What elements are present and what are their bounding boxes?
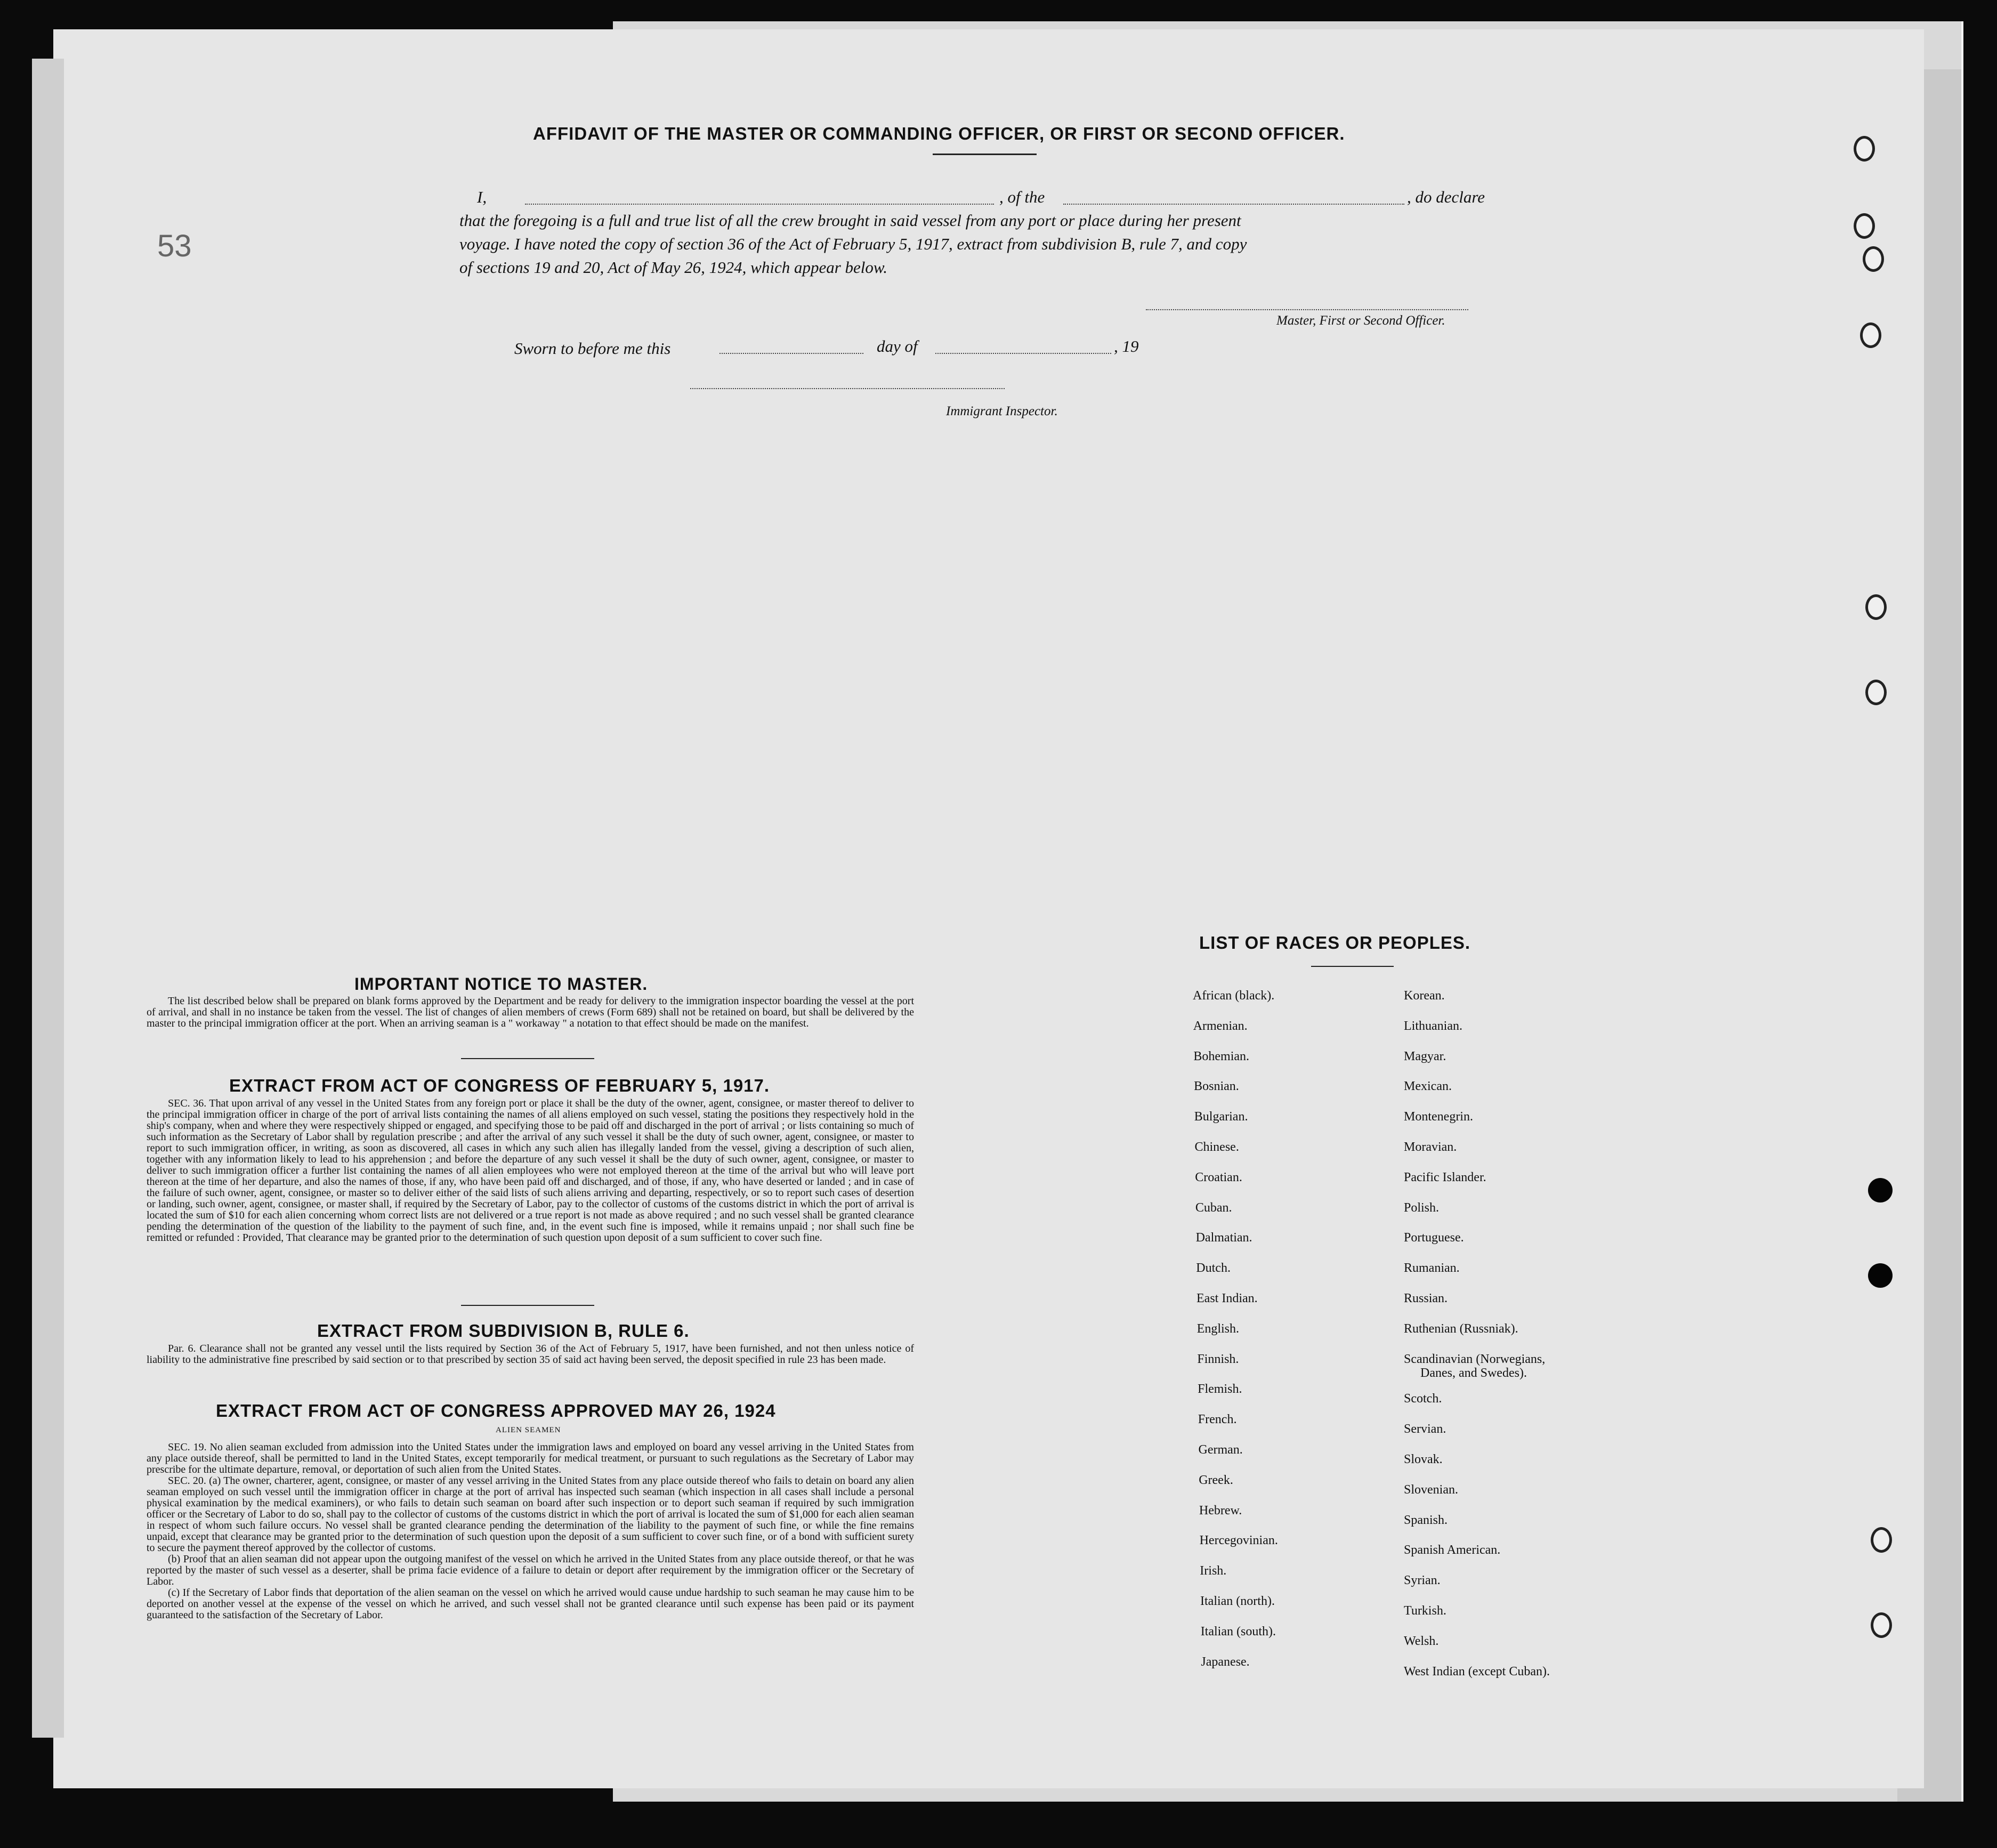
race-item: Danes, and Swedes).: [1420, 1366, 1527, 1380]
race-item: Greek.: [1199, 1473, 1233, 1487]
binder-hole-filled: [1868, 1178, 1893, 1203]
sworn-month-line: [935, 353, 1111, 354]
race-item: Flemish.: [1198, 1382, 1242, 1397]
races-title: LIST OF RACES OR PEOPLES.: [1199, 933, 1471, 953]
race-item: Italian (north).: [1200, 1594, 1275, 1608]
extract-1924-subtitle: ALIEN SEAMEN: [496, 1426, 561, 1434]
race-item: Portuguese.: [1404, 1231, 1464, 1245]
section-divider: [461, 1058, 594, 1059]
race-item: Slovak.: [1404, 1452, 1443, 1466]
race-item: Syrian.: [1404, 1573, 1441, 1588]
extract-1917-paragraph: SEC. 36. That upon arrival of any vessel in the United States from any foreign port or place it shall be the duty of the owner, agent, consignee, or master thereof to deliver to the principal immigration officer in charge of the port of arrival lists containing the names of all aliens employed on such vessel, stating the positions they respectively hold in the ship's company, when and where they were respectively shipped or engaged, and specifying those to be paid off and discharged in the port of arrival ; or lists containing so much of such information as the Secretary of Labor shall by regulation prescribe ; and after the arrival of any such vessel it shall be the duty of such owner, agent, consignee, or master to report to such immigration officer, in writing, as soon as discovered, all cases in which any such alien has illegally landed from the vessel, giving a description of such alien, together with any information likely to lead to his apprehension ; and before the departure of any such vessel it shall be the duty of such owner, agent, consignee, or master to deliver to such immigration officer a further list containing the names of all alien employees who were not employed thereon at the time of the arrival but who will leave port thereon at the time of her departure, and also the names of those, if any, who have been paid off and discharged, and of those, if any, who have deserted or landed ; and in case of the failure of such owner, agent, consignee, or master so to deliver either of the said lists of such aliens arriving and departing, respectively, or so to report such cases of desertion or landing, such owner, agent, consignee, or master shall, if required by the Secretary of Labor, pay to the collector of customs of the customs district in which the port of arrival is located the sum of $10 for each alien concerning whom correct lists are not delivered or a true report is not made as above required ; and no such vessel shall be granted clearance pending the determination of the question of the liability to the payment of such fine, and, in the event such fine is imposed, while it remains unpaid ; nor shall such fine be remitted or refunded : Provided, That clearance may be granted prior to the determination of such question upon deposit of a sum sufficient to cover such fine.: [147, 1097, 914, 1244]
sworn-day-line: [719, 353, 863, 354]
race-item: Rumanian.: [1404, 1261, 1460, 1276]
affidavit-body-line: that the foregoing is a full and true list of all the crew brought in said vessel from any port or place during her present: [459, 211, 1241, 230]
races-title-rule: [1311, 966, 1394, 967]
race-item: Cuban.: [1195, 1200, 1232, 1215]
sworn-label: Sworn to before me this: [514, 339, 671, 358]
race-item: Korean.: [1404, 989, 1445, 1003]
race-item: English.: [1196, 1321, 1240, 1336]
inspector-line: [690, 388, 1005, 389]
notice-body: [147, 996, 914, 1029]
affidavit-i-label: I,: [477, 188, 487, 206]
affidavit-declare-label: , do declare: [1407, 188, 1485, 206]
sec20c-paragraph: (c) If the Secretary of Labor finds that deportation of the alien seaman on the vessel on which he arrived would cause undue hardship to such seaman he may cause him to be deported on another vessel at the expense of the vessel on which he arrived, and such vessel shall not be granted clearance until such expense has been paid or its payment guaranteed to the satisfaction of the Secretary of Labor.: [147, 1587, 914, 1621]
year-label: , 19: [1114, 337, 1139, 356]
race-item: Finnish.: [1197, 1352, 1239, 1366]
binder-hole-filled: [1868, 1263, 1893, 1288]
sec20a-paragraph: SEC. 20. (a) The owner, charterer, agent, consignee, or master of any vessel arriving in the United States from any place outside thereof who fails to detain on board any alien seaman employed on such vessel until the immigration officer in charge at the port of arrival has inspected such seaman (which inspection in all cases shall include a personal physical examination by the medical examiners), or who fails to detain such seaman on board after such inspection or to deport such seaman if required by such immigration officer or the Secretary of Labor to do so, shall pay to the collector of customs of the customs district in which the port of arrival is located the sum of $1,000 for each alien seaman in respect of whom such failure occurs. No vessel shall be granted clearance pending the determination of the liability to the payment of such fine, or while the fine remains unpaid, except that clearance may be granted prior to the determination of such question upon the deposit of a sum sufficient to cover such fine, or of a bond with sufficient surety to secure the payment thereof approved by the collector of customs.: [147, 1475, 914, 1554]
extract-1924-title: EXTRACT FROM ACT OF CONGRESS APPROVED MAY 26, 1924: [216, 1401, 776, 1421]
race-item: Lithuanian.: [1404, 1019, 1462, 1033]
day-of-label: day of: [877, 337, 918, 356]
extract-rule6-body: [147, 1343, 914, 1366]
binder-hole: [1865, 594, 1887, 620]
race-item: Moravian.: [1404, 1140, 1457, 1154]
race-item: Servian.: [1404, 1422, 1446, 1437]
binder-hole: [1863, 246, 1884, 272]
affidavit-vessel-line: [1063, 204, 1404, 205]
race-item: Bosnian.: [1194, 1079, 1239, 1094]
binder-hole: [1860, 322, 1881, 348]
sec20b-paragraph: (b) Proof that an alien seaman did not appear upon the outgoing manifest of the vessel on which he arrived in the United States from any place outside thereof, or that he was reported by the master of such vessel as a deserter, shall be prima facie evidence of a failure to detain or deport after requirement by the immigration officer or the Secretary of Labor.: [147, 1553, 914, 1587]
binder-hole: [1865, 680, 1887, 705]
binder-hole: [1854, 213, 1875, 239]
section-divider: [461, 1305, 594, 1306]
affidavit-body-line: voyage. I have noted the copy of section 36 of the Act of February 5, 1917, extract from subdivision B, rule 7, and copy: [459, 235, 1247, 253]
affidavit-body-line: of sections 19 and 20, Act of May 26, 1924, which appear below.: [459, 258, 888, 277]
race-item: Mexican.: [1404, 1079, 1452, 1094]
affidavit-name-line: [525, 204, 994, 205]
race-item: Ruthenian (Russniak).: [1404, 1321, 1518, 1336]
race-item: Armenian.: [1193, 1019, 1248, 1033]
extract-1917-body: [147, 1098, 914, 1244]
race-item: Spanish American.: [1404, 1543, 1501, 1558]
notice-title: IMPORTANT NOTICE TO MASTER.: [354, 974, 648, 994]
race-item: Pacific Islander.: [1404, 1170, 1486, 1184]
race-item: Slovenian.: [1404, 1482, 1458, 1497]
race-item: Chinese.: [1194, 1140, 1239, 1154]
race-item: Bulgarian.: [1194, 1110, 1248, 1124]
race-item: East Indian.: [1196, 1292, 1258, 1305]
race-item: Dalmatian.: [1195, 1231, 1252, 1245]
binder-hole: [1871, 1527, 1892, 1553]
race-item: Italian (south).: [1200, 1624, 1276, 1639]
extract-1924-body: [147, 1442, 914, 1621]
race-item: Japanese.: [1201, 1655, 1250, 1669]
signature-label: Master, First or Second Officer.: [1276, 313, 1445, 328]
race-item: Irish.: [1200, 1564, 1227, 1578]
binder-hole: [1871, 1612, 1892, 1638]
binder-hole: [1854, 136, 1875, 162]
signature-line: [1146, 309, 1468, 310]
affidavit-title-rule: [933, 154, 1037, 155]
race-item: Welsh.: [1404, 1634, 1439, 1648]
race-item: Magyar.: [1404, 1049, 1446, 1063]
race-item: Turkish.: [1404, 1604, 1446, 1618]
extract-1917-title: EXTRACT FROM ACT OF CONGRESS OF FEBRUARY 5, 1917.: [229, 1076, 770, 1095]
affidavit-of-the-label: , of the: [999, 188, 1045, 206]
extract-rule6-title: EXTRACT FROM SUBDIVISION B, RULE 6.: [317, 1321, 690, 1341]
race-item: French.: [1198, 1413, 1237, 1427]
race-item: Polish.: [1404, 1200, 1440, 1215]
race-item: Spanish.: [1404, 1513, 1448, 1527]
affidavit-title: AFFIDAVIT OF THE MASTER OR COMMANDING OFFICER, OR FIRST OR SECOND OFFICER.: [533, 124, 1345, 143]
race-item: African (black).: [1193, 989, 1275, 1003]
extract-rule6-paragraph: Par. 6. Clearance shall not be granted any vessel until the lists required by Section 36 of the Act of February 5, 1917, have been furnished, and not then unless notice of liability to the administrative fine prescribed by said section or to that prescribed by section 35 of said act having been served, the deposit specified in rule 23 has been made.: [147, 1343, 914, 1366]
race-item: Dutch.: [1196, 1261, 1231, 1276]
page-edge-shadow: [32, 59, 64, 1738]
race-item: German.: [1198, 1443, 1243, 1457]
notice-paragraph: The list described below shall be prepared on blank forms approved by the Department and be ready for delivery to the immigration inspector boarding the vessel at the port of arrival, and shall in no instance be taken from the vessel. The list of changes of alien members of crews (Form 689) shall not be retained on board, but shall be delivered by the master to the principal immigration officer at the port. When an arriving seaman is a " workaway " a notation to that effect should be made on the manifest.: [147, 995, 914, 1029]
race-item: Scandinavian (Norwegians,: [1404, 1352, 1546, 1366]
inspector-label: Immigrant Inspector.: [946, 404, 1058, 418]
race-item: Hercegovinian.: [1199, 1534, 1278, 1548]
race-item: Hebrew.: [1199, 1503, 1242, 1518]
race-item: Montenegrin.: [1404, 1110, 1473, 1124]
race-item: Bohemian.: [1193, 1049, 1250, 1063]
race-item: Scotch.: [1404, 1392, 1442, 1406]
sec19-paragraph: SEC. 19. No alien seaman excluded from admission into the United States under the immigration laws and employed on board any vessel arriving in the United States from any place outside thereof, shall be permitted to land in the United States, except temporarily for medical treatment, or pursuant to such regulations as the Secretary of Labor may prescribe for the ultimate departure, removal, or deportation of such alien from the United States.: [147, 1441, 914, 1475]
race-item: Russian.: [1404, 1292, 1448, 1305]
race-item: Croatian.: [1195, 1170, 1242, 1184]
race-item: West Indian (except Cuban).: [1404, 1664, 1550, 1678]
margin-note: 53: [157, 229, 192, 263]
